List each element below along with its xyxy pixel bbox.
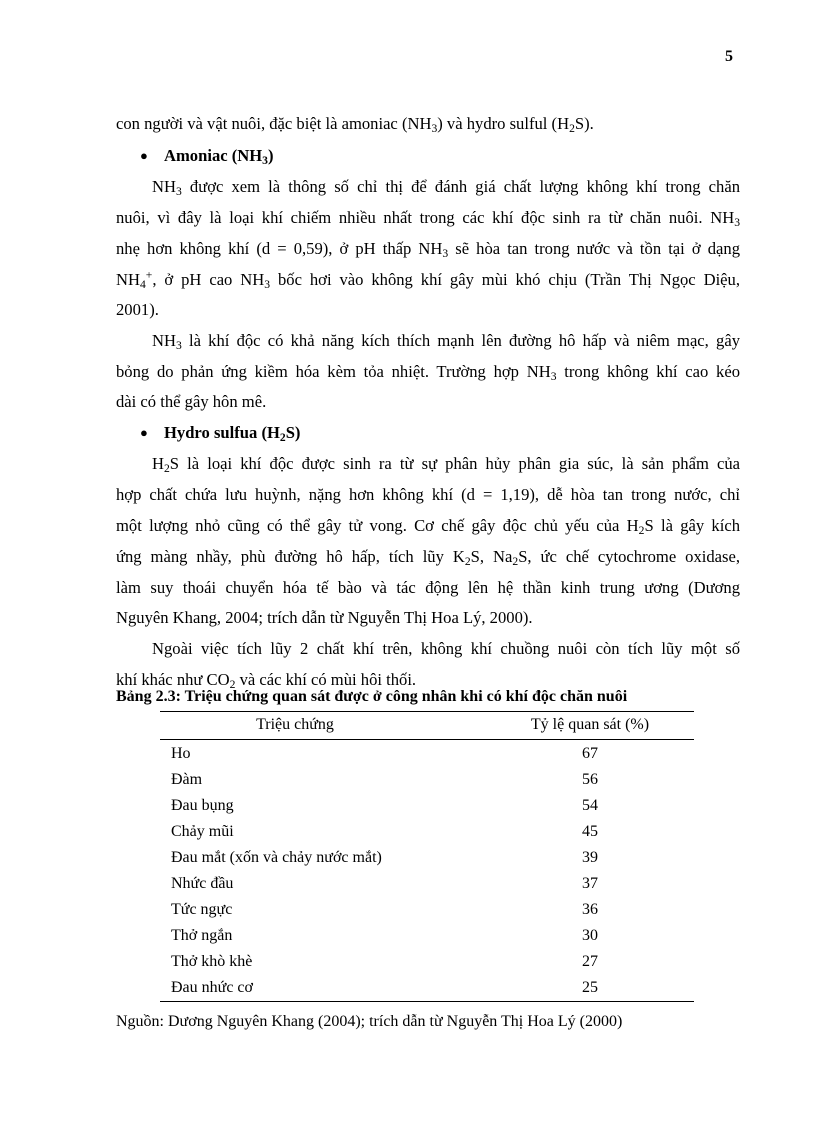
table-cell-symptom: Thở khò khè	[171, 953, 253, 970]
bullet-icon: ●	[140, 425, 148, 440]
paragraph-line: một lượng nhỏ cũng có thể gây tử vong. Cơ chế gây độc chủ yếu của $H_2S$ là gây kích	[116, 516, 740, 537]
table-cell-rate: 36	[582, 901, 598, 918]
paragraph-line: làm suy thoái chuyển hóa tế bào và tác động lên hệ thần kinh trung ương (Dương	[116, 578, 740, 597]
table-cell-symptom: Đau bụng	[171, 797, 234, 814]
table-cell-symptom: Ho	[171, 745, 191, 762]
paragraph-line: 2001).	[116, 300, 159, 319]
table-cell-symptom: Đau nhức cơ	[171, 979, 253, 996]
paragraph-line: nhẹ hơn không khí (d = 0,59), ở pH thấp $NH_3$ sẽ hòa tan trong nước và tồn tại ở dạng	[116, 239, 740, 260]
table-cell-rate: 45	[582, 823, 598, 840]
table-cell-symptom: Tức ngực	[171, 901, 233, 918]
table-rule-header	[160, 739, 694, 740]
table-cell-rate: 27	[582, 953, 598, 970]
page-number: 5	[725, 48, 733, 65]
table-cell-rate: 54	[582, 797, 598, 814]
table-cell-rate: 67	[582, 745, 598, 762]
paragraph-line: hợp chất chứa lưu huỳnh, nặng hơn không khí (d = 1,19), dễ hòa tan trong nước, chỉ	[116, 485, 740, 504]
paragraph-line: Nguyên Khang, 2004; trích dẫn từ Nguyễn Thị Hoa Lý, 2000).	[116, 608, 533, 627]
table-cell-symptom: Thở ngắn	[171, 927, 233, 944]
paragraph-line: nuôi, vì đây là loại khí chiếm nhiều nhất trong các khí độc sinh ra từ chăn nuôi. $NH_3$	[116, 208, 740, 229]
paragraph-line: $H_2S$ là loại khí độc được sinh ra từ sự phân hủy phân gia súc, là sản phẩm của	[152, 454, 740, 475]
table-cell-rate: 56	[582, 771, 598, 788]
paragraph-line: dài có thể gây hôn mê.	[116, 392, 267, 411]
paragraph-line: $NH_4^+$, ở pH cao $NH_3$ bốc hơi vào không khí gây mùi khó chịu (Trần Thị Ngọc Diệu,	[116, 268, 740, 291]
table-caption: Bảng 2.3: Triệu chứng quan sát được ở công nhân khi có khí độc chăn nuôi	[116, 688, 628, 705]
table-rule-top	[160, 711, 694, 712]
table-rule-bottom	[160, 1001, 694, 1002]
paragraph-line: $NH_3$ là khí độc có khả năng kích thích mạnh lên đường hô hấp và niêm mạc, gây	[152, 331, 740, 352]
table-cell-symptom: Chảy mũi	[171, 823, 234, 840]
table-cell-symptom: Nhức đầu	[171, 875, 234, 892]
paragraph-line: ứng màng nhầy, phù đường hô hấp, tích lũy $K_2S$, $Na_2S$, ức chế cytochrome oxidase,	[116, 547, 741, 568]
table-header-symptom: Triệu chứng	[256, 716, 334, 733]
section-heading-h2s: Hydro sulfua $(H_2S)$	[164, 423, 301, 444]
paragraph-line: $NH_3$ được xem là thông số chỉ thị để đánh giá chất lượng không khí trong chăn	[152, 177, 740, 198]
section-heading-amoniac: Amoniac $(NH_3)$	[164, 146, 274, 167]
bullet-icon: ●	[140, 148, 148, 163]
paragraph-line: khí khác như $CO_2$ và các khí có mùi hôi thối.	[116, 670, 417, 691]
table-cell-symptom: Đau mắt (xốn và chảy nước mắt)	[171, 849, 382, 866]
table-source: Nguồn: Dương Nguyên Khang (2004); trích dẫn từ Nguyễn Thị Hoa Lý (2000)	[116, 1013, 623, 1030]
table-cell-rate: 39	[582, 849, 598, 866]
table-header-rate: Tỷ lệ quan sát (%)	[530, 716, 650, 733]
intro-line: con người và vật nuôi, đặc biệt là amoniac $(NH_3)$ và hydro sulful $(H_2S)$.	[116, 114, 594, 135]
table-cell-symptom: Đàm	[171, 771, 203, 788]
paragraph-line: Ngoài việc tích lũy 2 chất khí trên, không khí chuồng nuôi còn tích lũy một số	[152, 639, 740, 658]
table-cell-rate: 37	[582, 875, 598, 892]
table-cell-rate: 25	[582, 979, 598, 996]
table-cell-rate: 30	[582, 927, 598, 944]
paragraph-line: bỏng do phản ứng kiềm hóa kèm tỏa nhiệt. Trường hợp $NH_3$ trong không khí cao kéo	[116, 362, 740, 383]
